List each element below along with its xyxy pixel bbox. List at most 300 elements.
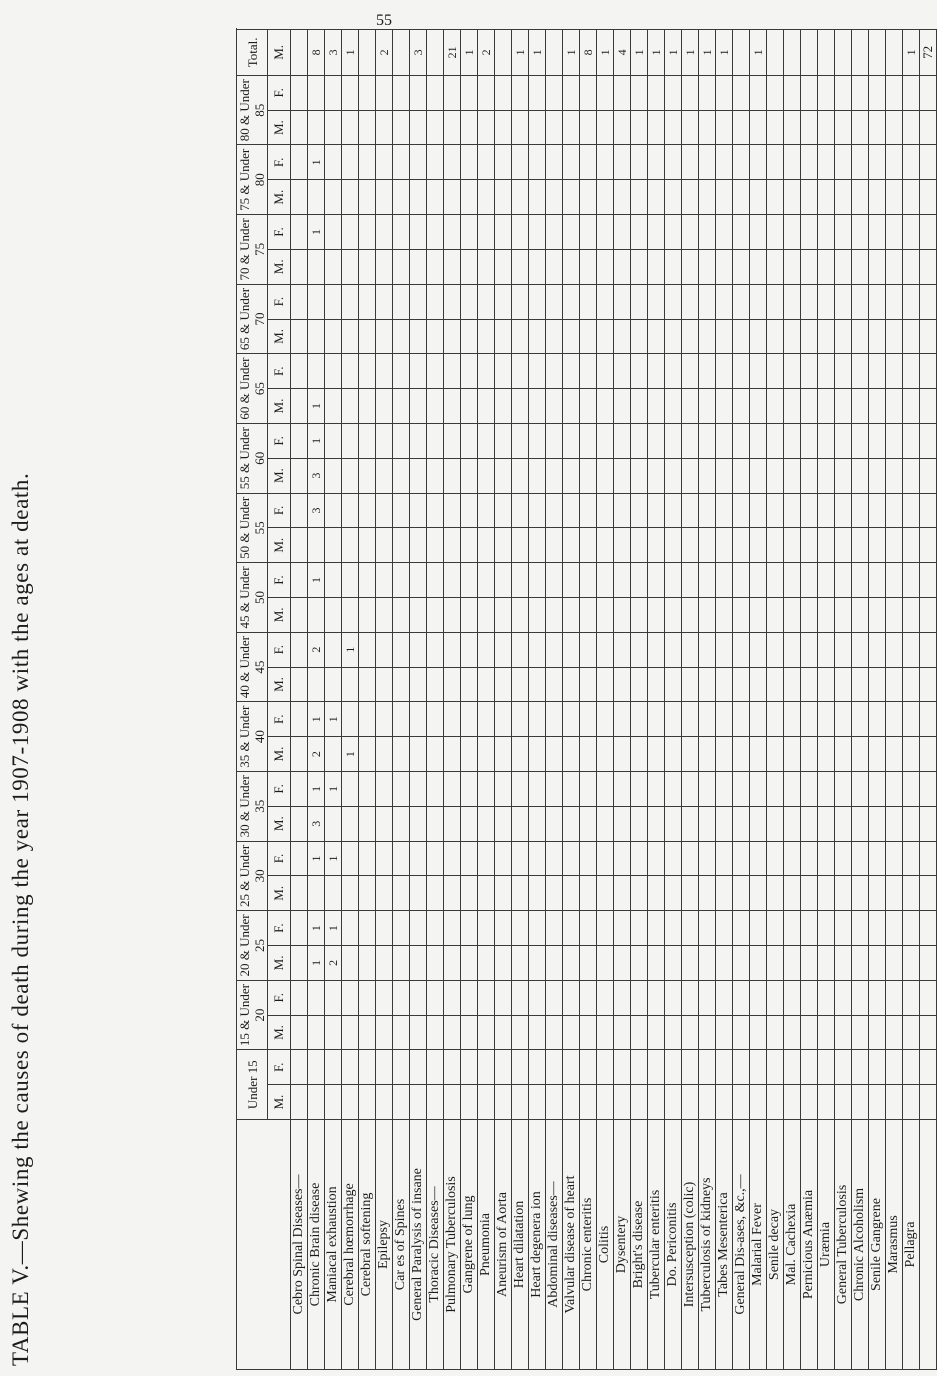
table-cell <box>427 145 444 180</box>
male-header: M. <box>268 597 291 632</box>
table-cell <box>291 110 308 145</box>
table-cell <box>393 597 410 632</box>
table-cell <box>580 771 597 806</box>
table-cell <box>903 737 920 772</box>
table-cell <box>682 354 699 389</box>
table-cell <box>852 75 869 110</box>
female-header: F. <box>268 980 291 1015</box>
table-cell <box>597 702 614 737</box>
table-cell <box>461 980 478 1015</box>
table-cell <box>716 876 733 911</box>
table-cell <box>342 1050 359 1085</box>
table-cell <box>325 110 342 145</box>
table-cell <box>308 284 325 319</box>
table-cell <box>444 597 461 632</box>
totals-empty-cell <box>920 563 937 598</box>
table-cell <box>852 737 869 772</box>
table-cell: 1 <box>682 29 699 75</box>
table-cell <box>614 75 631 110</box>
table-cell <box>852 911 869 946</box>
table-cell <box>835 528 852 563</box>
table-cell <box>495 180 512 215</box>
table-cell <box>631 771 648 806</box>
table-cell <box>461 667 478 702</box>
table-cell <box>750 110 767 145</box>
table-cell <box>495 841 512 876</box>
table-cell <box>903 423 920 458</box>
table-cell <box>291 980 308 1015</box>
table-cell <box>886 946 903 981</box>
totals-empty-cell <box>920 737 937 772</box>
table-cell <box>580 1050 597 1085</box>
table-cell <box>529 528 546 563</box>
table-cell <box>444 667 461 702</box>
table-cell <box>852 354 869 389</box>
table-cell <box>631 737 648 772</box>
totals-empty-cell <box>920 319 937 354</box>
totals-empty-cell <box>920 841 937 876</box>
table-cell <box>359 249 376 284</box>
table-cell <box>784 771 801 806</box>
table-cell <box>325 528 342 563</box>
table-cell <box>903 215 920 250</box>
table-cell <box>682 702 699 737</box>
table-cell <box>784 284 801 319</box>
table-cell <box>614 771 631 806</box>
table-cell <box>818 319 835 354</box>
table-cell <box>580 389 597 424</box>
table-cell <box>903 946 920 981</box>
table-cell <box>801 876 818 911</box>
table-cell <box>682 737 699 772</box>
table-cell <box>444 319 461 354</box>
table-cell <box>495 911 512 946</box>
table-cell <box>631 319 648 354</box>
cause-label: Pernicious Anæmia <box>801 1120 818 1370</box>
table-cell <box>818 493 835 528</box>
table-cell <box>835 1015 852 1050</box>
table-cell <box>665 946 682 981</box>
table-cell <box>512 597 529 632</box>
female-header: F. <box>268 145 291 180</box>
table-cell <box>682 667 699 702</box>
table-cell <box>682 458 699 493</box>
table-cell <box>529 249 546 284</box>
table-cell <box>886 632 903 667</box>
table-cell <box>903 667 920 702</box>
table-row <box>801 29 818 1369</box>
table-cell <box>563 423 580 458</box>
male-header: M. <box>268 737 291 772</box>
table-cell <box>784 946 801 981</box>
table-cell <box>376 215 393 250</box>
table-cell <box>529 876 546 911</box>
table-cell <box>308 319 325 354</box>
cause-label: General Dis-ases, &c.,— <box>733 1120 750 1370</box>
cause-label: Gangrene of lung <box>461 1120 478 1370</box>
table-cell <box>665 75 682 110</box>
table-cell <box>699 876 716 911</box>
totals-empty-cell <box>920 145 937 180</box>
table-cell <box>818 145 835 180</box>
table-cell <box>563 284 580 319</box>
table-cell <box>393 737 410 772</box>
table-cell <box>444 423 461 458</box>
table-cell <box>869 702 886 737</box>
table-cell <box>512 841 529 876</box>
table-cell <box>393 1085 410 1120</box>
table-cell <box>767 180 784 215</box>
totals-empty-cell <box>920 946 937 981</box>
table-cell <box>376 667 393 702</box>
table-cell <box>614 1085 631 1120</box>
table-cell <box>444 458 461 493</box>
table-cell <box>512 1015 529 1050</box>
table-cell <box>342 215 359 250</box>
table-cell <box>597 771 614 806</box>
table-cell <box>716 737 733 772</box>
table-cell <box>631 389 648 424</box>
table-cell <box>614 249 631 284</box>
table-cell <box>546 458 563 493</box>
table-cell <box>733 354 750 389</box>
totals-empty-cell <box>920 1015 937 1050</box>
table-cell <box>699 563 716 598</box>
table-cell <box>427 110 444 145</box>
table-cell <box>733 110 750 145</box>
table-cell <box>427 180 444 215</box>
table-cell <box>716 563 733 598</box>
table-cell <box>291 354 308 389</box>
table-cell <box>444 528 461 563</box>
table-cell <box>716 841 733 876</box>
male-header: M. <box>268 29 291 75</box>
table-cell <box>869 180 886 215</box>
table-row <box>325 29 342 1369</box>
table-cell <box>563 249 580 284</box>
table-cell <box>886 597 903 632</box>
male-header: M. <box>268 528 291 563</box>
table-cell <box>801 75 818 110</box>
table-cell <box>291 911 308 946</box>
table-cell <box>597 145 614 180</box>
table-cell <box>461 841 478 876</box>
table-cell <box>903 1085 920 1120</box>
table-cell <box>546 563 563 598</box>
table-cell <box>818 876 835 911</box>
table-cell <box>852 423 869 458</box>
table-cell <box>886 458 903 493</box>
table-cell <box>801 771 818 806</box>
table-cell <box>835 806 852 841</box>
totals-empty-cell <box>920 632 937 667</box>
table-cell <box>512 737 529 772</box>
table-cell <box>852 1050 869 1085</box>
table-cell: 1 <box>342 737 359 772</box>
table-cell <box>410 946 427 981</box>
table-cell <box>512 458 529 493</box>
table-cell <box>750 249 767 284</box>
table-cell <box>342 667 359 702</box>
table-row <box>359 29 376 1369</box>
table-cell <box>886 563 903 598</box>
table-cell <box>308 667 325 702</box>
table-row <box>529 29 546 1369</box>
table-cell <box>767 75 784 110</box>
table-cell <box>563 1050 580 1085</box>
table-cell <box>342 389 359 424</box>
table-cell <box>852 249 869 284</box>
table-cell <box>427 841 444 876</box>
table-row <box>852 29 869 1369</box>
table-cell <box>801 145 818 180</box>
table-cell <box>529 806 546 841</box>
table-cell <box>308 528 325 563</box>
table-cell <box>444 284 461 319</box>
age-group-header: 35 & Under 40 <box>237 702 268 772</box>
table-cell <box>869 980 886 1015</box>
table-cell <box>461 771 478 806</box>
table-cell: 8 <box>308 29 325 75</box>
table-cell <box>648 1050 665 1085</box>
table-cell <box>631 75 648 110</box>
table-cell <box>648 354 665 389</box>
mortality-table <box>236 29 937 1370</box>
table-cell <box>529 110 546 145</box>
table-cell <box>750 180 767 215</box>
table-row <box>886 29 903 1369</box>
cause-label: Dysentery <box>614 1120 631 1370</box>
table-cell <box>835 249 852 284</box>
table-cell <box>597 563 614 598</box>
total-age-header: Total. <box>237 29 268 75</box>
table-cell <box>546 29 563 75</box>
table-cell <box>597 180 614 215</box>
table-row <box>342 29 359 1369</box>
table-cell <box>308 980 325 1015</box>
table-cell: 1 <box>308 215 325 250</box>
table-cell: 1 <box>699 29 716 75</box>
category-row <box>291 29 308 1369</box>
table-cell <box>512 667 529 702</box>
table-cell <box>784 528 801 563</box>
table-cell <box>614 841 631 876</box>
table-cell <box>529 667 546 702</box>
table-cell <box>903 597 920 632</box>
table-cell <box>784 389 801 424</box>
totals-empty-cell <box>920 667 937 702</box>
table-cell <box>852 319 869 354</box>
cause-label: Car es of Spines <box>393 1120 410 1370</box>
table-cell <box>699 841 716 876</box>
table-cell <box>291 806 308 841</box>
table-cell <box>682 1050 699 1085</box>
totals-empty-cell <box>920 528 937 563</box>
table-row <box>597 29 614 1369</box>
table-cell <box>359 841 376 876</box>
table-cell <box>835 841 852 876</box>
table-cell <box>546 1085 563 1120</box>
table-cell <box>291 1050 308 1085</box>
table-cell <box>818 389 835 424</box>
table-cell <box>852 806 869 841</box>
table-cell <box>376 354 393 389</box>
table-cell <box>614 389 631 424</box>
table-cell <box>529 841 546 876</box>
table-cell <box>359 876 376 911</box>
table-cell <box>886 284 903 319</box>
table-cell <box>359 911 376 946</box>
table-cell <box>852 563 869 598</box>
table-cell <box>478 319 495 354</box>
table-cell <box>801 29 818 75</box>
table-cell <box>648 632 665 667</box>
table-cell <box>495 1050 512 1085</box>
table-cell <box>478 180 495 215</box>
table-cell <box>359 145 376 180</box>
table-cell <box>291 75 308 110</box>
table-cell <box>614 319 631 354</box>
table-cell <box>682 110 699 145</box>
table-cell <box>546 493 563 528</box>
table-cell <box>495 632 512 667</box>
table-cell <box>444 911 461 946</box>
totals-empty-cell <box>920 110 937 145</box>
table-cell <box>852 493 869 528</box>
table-cell <box>580 737 597 772</box>
table-cell <box>869 911 886 946</box>
table-cell <box>903 980 920 1015</box>
table-cell <box>478 249 495 284</box>
table-cell <box>529 946 546 981</box>
cause-label: Intersusception (colic) <box>682 1120 699 1370</box>
table-cell: 1 <box>750 29 767 75</box>
table-cell <box>614 180 631 215</box>
table-cell <box>461 75 478 110</box>
table-cell <box>342 493 359 528</box>
table-cell <box>886 1050 903 1085</box>
table-cell <box>903 354 920 389</box>
table-cell <box>784 29 801 75</box>
table-cell <box>427 632 444 667</box>
table-cell <box>801 423 818 458</box>
table-cell <box>682 911 699 946</box>
table-cell <box>308 876 325 911</box>
table-cell <box>852 145 869 180</box>
table-cell <box>291 389 308 424</box>
age-group-header: Under 15 <box>237 1050 268 1120</box>
age-group-header: 65 & Under 70 <box>237 284 268 354</box>
table-cell <box>801 806 818 841</box>
age-group-header: 75 & Under 80 <box>237 145 268 215</box>
table-cell: 1 <box>342 29 359 75</box>
table-cell <box>529 1015 546 1050</box>
table-cell <box>359 180 376 215</box>
table-row <box>818 29 835 1369</box>
table-cell <box>750 1085 767 1120</box>
table-cell <box>597 389 614 424</box>
table-cell <box>444 110 461 145</box>
table-cell <box>342 911 359 946</box>
table-cell <box>427 1015 444 1050</box>
table-cell <box>733 563 750 598</box>
table-cell <box>835 354 852 389</box>
table-cell <box>597 423 614 458</box>
table-cell <box>716 180 733 215</box>
table-cell <box>818 1050 835 1085</box>
table-cell <box>461 249 478 284</box>
table-cell <box>393 528 410 563</box>
table-cell: 3 <box>308 493 325 528</box>
table-cell <box>529 1085 546 1120</box>
table-cell <box>461 1050 478 1085</box>
table-cell <box>529 911 546 946</box>
table-cell <box>767 597 784 632</box>
table-cell <box>478 145 495 180</box>
table-cell <box>325 632 342 667</box>
table-cell <box>444 1085 461 1120</box>
totals-empty-cell <box>920 75 937 110</box>
table-cell <box>767 737 784 772</box>
table-cell <box>716 702 733 737</box>
table-cell <box>376 632 393 667</box>
table-row <box>665 29 682 1369</box>
table-cell <box>393 389 410 424</box>
table-cell <box>818 737 835 772</box>
table-cell <box>461 215 478 250</box>
female-header: F. <box>268 911 291 946</box>
table-cell <box>903 876 920 911</box>
table-cell <box>699 180 716 215</box>
table-cell: 1 <box>308 946 325 981</box>
table-row <box>580 29 597 1369</box>
table-cell <box>563 458 580 493</box>
table-cell <box>716 667 733 702</box>
table-cell <box>325 1015 342 1050</box>
table-cell <box>393 1050 410 1085</box>
table-cell <box>597 876 614 911</box>
table-cell <box>869 284 886 319</box>
table-cell <box>427 1050 444 1085</box>
table-cell <box>818 563 835 598</box>
table-cell <box>716 632 733 667</box>
table-cell <box>291 458 308 493</box>
table-cell <box>716 145 733 180</box>
table-cell <box>682 215 699 250</box>
table-cell <box>410 215 427 250</box>
cause-label: Tubercular enteritis <box>648 1120 665 1370</box>
table-cell <box>886 980 903 1015</box>
table-cell <box>410 458 427 493</box>
table-cell <box>546 876 563 911</box>
table-cell <box>631 180 648 215</box>
table-cell <box>444 180 461 215</box>
table-cell <box>376 597 393 632</box>
table-cell <box>733 458 750 493</box>
table-cell <box>631 354 648 389</box>
table-cell <box>903 284 920 319</box>
table-cell <box>733 249 750 284</box>
table-cell <box>444 75 461 110</box>
table-cell <box>886 215 903 250</box>
female-header: F. <box>268 354 291 389</box>
table-cell <box>291 1015 308 1050</box>
table-cell <box>699 493 716 528</box>
table-cell <box>733 911 750 946</box>
table-cell <box>342 75 359 110</box>
table-cell <box>818 980 835 1015</box>
table-cell <box>784 1085 801 1120</box>
